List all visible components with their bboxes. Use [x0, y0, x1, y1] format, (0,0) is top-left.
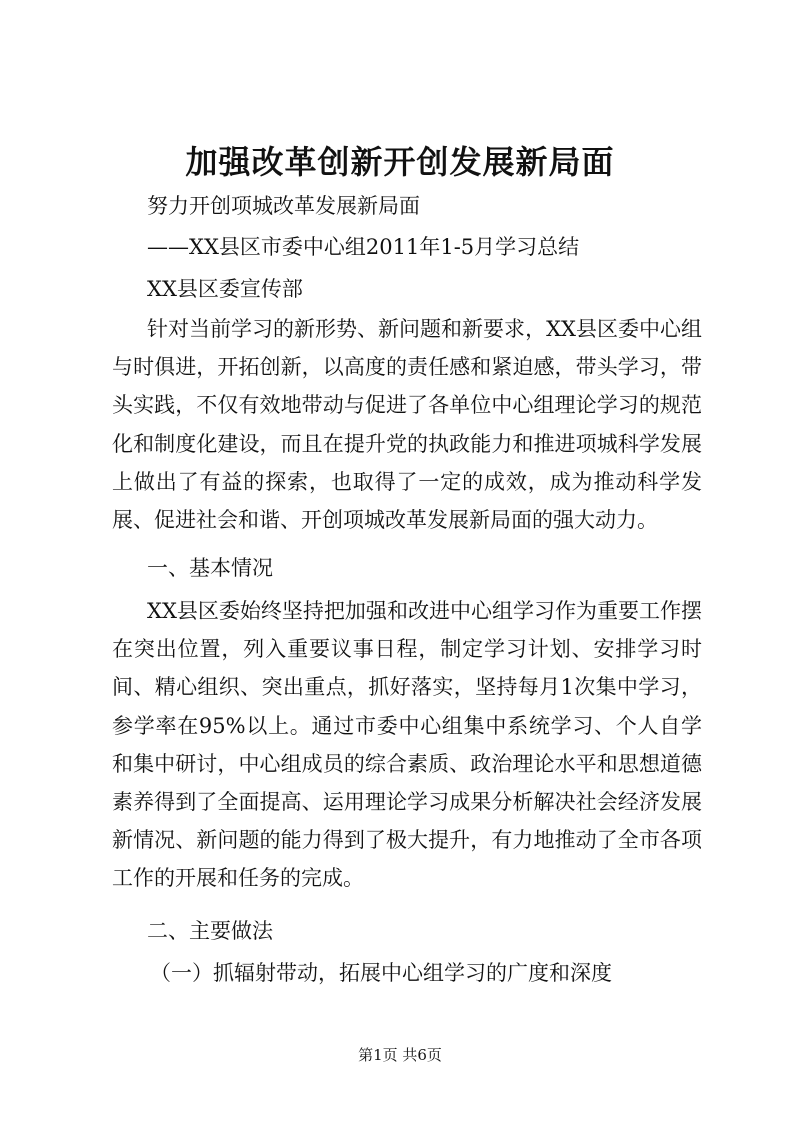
subsection-heading-1: （一）抓辐射带动，拓展中心组学习的广度和深度 [150, 961, 612, 985]
intro-paragraph: 针对当前学习的新形势、新问题和新要求，XX县区委中心组与时俱进，开拓创新，以高度的责任感和紧迫感，带头学习，带头实践，不仅有效地带动与促进了各单位中心组理论学习的规范化和制度化建设，而且在提升党的执政能力和推进项城科学发展上做出了有益的探索，也取得了一定的成效，成为推动科学发展、促进社会和谐、开创项城改革发展新局面的强大动力。 [112, 317, 702, 533]
document-subtitle-2: ——XX县区市委中心组2011年1-5月学习总结 [147, 235, 580, 259]
section-heading-main-practices: 二、主要做法 [147, 919, 273, 943]
document-author: XX县区委宣传部 [147, 277, 303, 301]
document-title: 加强改革创新开创发展新局面 [185, 143, 615, 181]
page-footer: 第1页 共6页 [358, 1046, 442, 1064]
basic-situation-paragraph: XX县区委始终坚持把加强和改进中心组学习作为重要工作摆在突出位置，列入重要议事日程，制定学习计划、安排学习时间、精心组织、突出重点，抓好落实，坚持每月1次集中学习，参学率在95%以上。通过市委中心组集中系统学习、个人自学和集中研讨，中心组成员的综合素质、政治理论水平和思想道德素养得到了全面提高、运用理论学习成果分析解决社会经济发展新情况、新问题的能力得到了极大提升，有力地推动了全市各项工作的开展和任务的完成。 [112, 599, 702, 891]
section-heading-basic-situation: 一、基本情况 [147, 556, 273, 580]
document-subtitle: 努力开创项城改革发展新局面 [147, 194, 420, 218]
